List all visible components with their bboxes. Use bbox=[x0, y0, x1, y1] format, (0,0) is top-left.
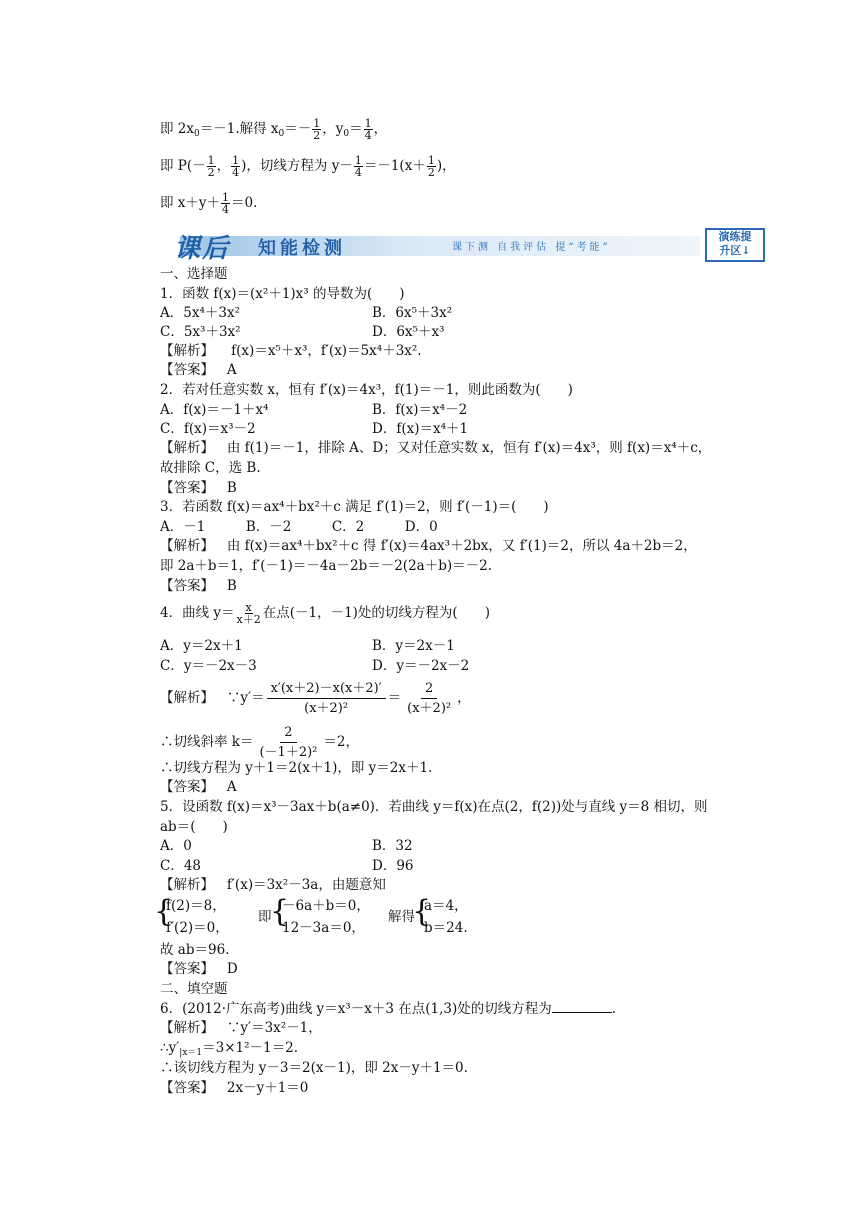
fraction: $\frac{2}{\text{(－1＋2)²}}$ bbox=[259, 725, 318, 760]
option-c: C．48 bbox=[160, 858, 202, 874]
option-b: B．6x⁵＋3x² bbox=[372, 305, 453, 321]
answer-blank bbox=[552, 1000, 612, 1013]
conclusion: 故 ab＝96. bbox=[160, 942, 230, 958]
answer-label: 【答案】 bbox=[160, 578, 214, 594]
intro-line-3: 即 x＋y＋ $\frac{1}{4}$ ＝0. bbox=[160, 191, 258, 216]
tangent-line: ∴该切线方程为 y－3＝2(x－1)，即 2x－y＋1＝0. bbox=[160, 1060, 468, 1076]
answer: 【答案】 A bbox=[160, 362, 237, 378]
question-stem: 2．若对任意实数 x，恒有 f′(x)＝4x³，f(1)＝－1，则此函数为( ) bbox=[160, 382, 573, 398]
analysis: 【解析】 ∵y′＝ $\frac{x'(x+2)-x(x+2)'}{\text{(x＋2)²}}$ ＝ $\frac{2}{\text{(x＋2)²}}$ ， bbox=[160, 681, 471, 716]
option-a: A．f(x)＝－1＋x⁴ bbox=[160, 402, 269, 418]
fraction: $\frac{x}{x+2}$ bbox=[236, 601, 261, 626]
option-d: D．y＝－2x－2 bbox=[372, 658, 470, 674]
intro-line-2: 即 P(－ $\frac{1}{2}$ ， $\frac{1}{4}$ )，切线方程为 y－ $\frac{1}{4}$ ＝－1(x＋ $\frac{1}{2}$ )， bbox=[160, 154, 456, 179]
fraction: $\frac{1}{2}$ bbox=[313, 117, 321, 142]
answer: 【答案】 2x－y＋1＝0 bbox=[160, 1080, 309, 1096]
answer-label: 【答案】 bbox=[160, 480, 214, 496]
analysis-label: 【解析】 bbox=[160, 440, 214, 456]
option-a: A．y＝2x＋1 bbox=[160, 638, 243, 654]
option-b: B．y＝2x－1 bbox=[372, 638, 455, 654]
question-stem: 6．(2012·广东高考)曲线 y＝x³－x＋3 在点(1,3)处的切线方程为 . bbox=[160, 1001, 617, 1017]
system-2-eq-2: 12－3a＝0， bbox=[282, 920, 365, 936]
option-c: C．f(x)＝x³－2 bbox=[160, 421, 256, 437]
option-b: B．f(x)＝x⁴－2 bbox=[372, 402, 468, 418]
option-a: A．0 bbox=[160, 838, 192, 854]
fraction: $\frac{1}{2}$ bbox=[207, 154, 215, 179]
option-a: A．5x⁴＋3x² bbox=[160, 305, 240, 321]
answer: 【答案】 D bbox=[160, 961, 238, 977]
option-d: D．f(x)＝x⁴＋1 bbox=[372, 421, 469, 437]
banner-title-sub: 知能检测 bbox=[258, 238, 346, 259]
analysis: 【解析】 ∵y′＝3x²－1， bbox=[160, 1020, 322, 1036]
analysis: 【解析】 f(x)＝x⁵＋x³，f′(x)＝5x⁴＋3x². bbox=[160, 343, 422, 359]
tangent-line: ∴切线方程为 y＋1＝2(x＋1)，即 y＝2x＋1. bbox=[160, 760, 433, 776]
option-c: C．5x³＋3x² bbox=[160, 324, 241, 340]
brace: { bbox=[270, 894, 290, 929]
system-1-eq-1: f(2)＝8， bbox=[166, 898, 226, 914]
banner-title-main: 课后 bbox=[174, 234, 231, 264]
option-c: C．y＝－2x－3 bbox=[160, 658, 257, 674]
analysis-label: 【解析】 bbox=[160, 1020, 214, 1036]
intro-line-1: 即 $2x_0=-1$.解得 $x_0=-$ $\frac{1}{2}$ ，$y_0=$ $\frac{1}{4}$ ， bbox=[160, 117, 388, 142]
fraction: $\frac{1}{4}$ bbox=[354, 154, 362, 179]
banner-slogan: 课下测 自我评估 提“考能” bbox=[452, 242, 611, 253]
options-row: A．－1 B．－2 C．2 D．0 bbox=[160, 519, 438, 535]
question-stem: 3．若函数 f(x)＝ax⁴＋bx²＋c 满足 f′(1)＝2，则 f′(－1)＝( ) bbox=[160, 499, 549, 515]
option-d: D．6x⁵＋x³ bbox=[372, 324, 445, 340]
question-stem: 5．设函数 f(x)＝x³－3ax＋b(a≠0)．若曲线 y＝f(x)在点(2，f(2))处与直线 y＝8 相切，则 bbox=[160, 799, 708, 815]
fraction: $\frac{1}{2}$ bbox=[427, 154, 435, 179]
analysis-label: 【解析】 bbox=[160, 690, 214, 706]
section-heading: 二、填空题 bbox=[160, 981, 228, 997]
banner-badge: 演练提 升区↓ bbox=[705, 228, 765, 262]
derivative-value: $\therefore y'_{|x=1}=3\times 1^2-1=2$. bbox=[160, 1040, 298, 1058]
question-stem-cont: ab＝( ) bbox=[160, 819, 228, 835]
fraction: $\frac{1}{4}$ bbox=[364, 117, 372, 142]
fraction: $\frac{1}{4}$ bbox=[232, 154, 240, 179]
answer-label: 【答案】 bbox=[160, 362, 214, 378]
option-b: B．32 bbox=[372, 838, 413, 854]
slope-line: ∴切线斜率 k＝ $\frac{2}{\text{(－1＋2)²}}$ ＝2， bbox=[160, 725, 359, 760]
analysis: 【解析】 f′(x)＝3x²－3a，由题意知 bbox=[160, 877, 386, 893]
answer: 【答案】 B bbox=[160, 578, 237, 594]
answer-label: 【答案】 bbox=[160, 1080, 214, 1096]
brace: { bbox=[412, 894, 432, 929]
analysis-label: 【解析】 bbox=[160, 343, 214, 359]
question-stem: 1．函数 f(x)＝(x²＋1)x³ 的导数为( ) bbox=[160, 286, 405, 302]
analysis: 【解析】 由 f(x)＝ax⁴＋bx²＋c 得 f′(x)＝4ax³＋2bx，又 f′(1)＝2，所以 4a＋2b＝2， bbox=[160, 538, 697, 554]
analysis-label: 【解析】 bbox=[160, 877, 214, 893]
fraction: $\frac{x'(x+2)-x(x+2)'}{\text{(x＋2)²}}$ bbox=[267, 680, 386, 717]
answer: 【答案】 A bbox=[160, 779, 237, 795]
answer-label: 【答案】 bbox=[160, 961, 214, 977]
answer: 【答案】 B bbox=[160, 480, 237, 496]
system-2-eq-1: －6a＋b＝0， bbox=[282, 898, 370, 914]
analysis-cont: 即 2a＋b＝1，f′(－1)＝－4a－2b＝－2(2a＋b)＝－2. bbox=[160, 558, 492, 574]
fraction: $\frac{2}{\text{(x＋2)²}}$ bbox=[407, 681, 452, 716]
question-stem: 4．曲线 y＝ $\frac{x}{x+2}$ 在点(－1，－1)处的切线方程为( ) bbox=[160, 601, 490, 626]
answer-label: 【答案】 bbox=[160, 779, 214, 795]
system-3-eq-2: b＝24. bbox=[424, 920, 468, 936]
fraction: $\frac{1}{4}$ bbox=[222, 191, 230, 216]
jd-word: 解得 bbox=[388, 909, 415, 925]
ji-word: 即 bbox=[258, 909, 272, 925]
analysis: 【解析】 由 f(1)＝－1，排除 A、D；又对任意实数 x，恒有 f′(x)＝4x³，则 f(x)＝x⁴＋c， bbox=[160, 440, 712, 456]
system-1-eq-2: f′(2)＝0， bbox=[166, 920, 229, 936]
analysis-label: 【解析】 bbox=[160, 538, 214, 554]
option-d: D．96 bbox=[372, 858, 414, 874]
analysis-cont: 故排除 C，选 B. bbox=[160, 460, 261, 476]
section-heading: 一、选择题 bbox=[160, 266, 228, 282]
section-banner bbox=[160, 228, 765, 262]
brace: { bbox=[154, 894, 174, 929]
system-3-eq-1: a＝4， bbox=[424, 898, 468, 914]
